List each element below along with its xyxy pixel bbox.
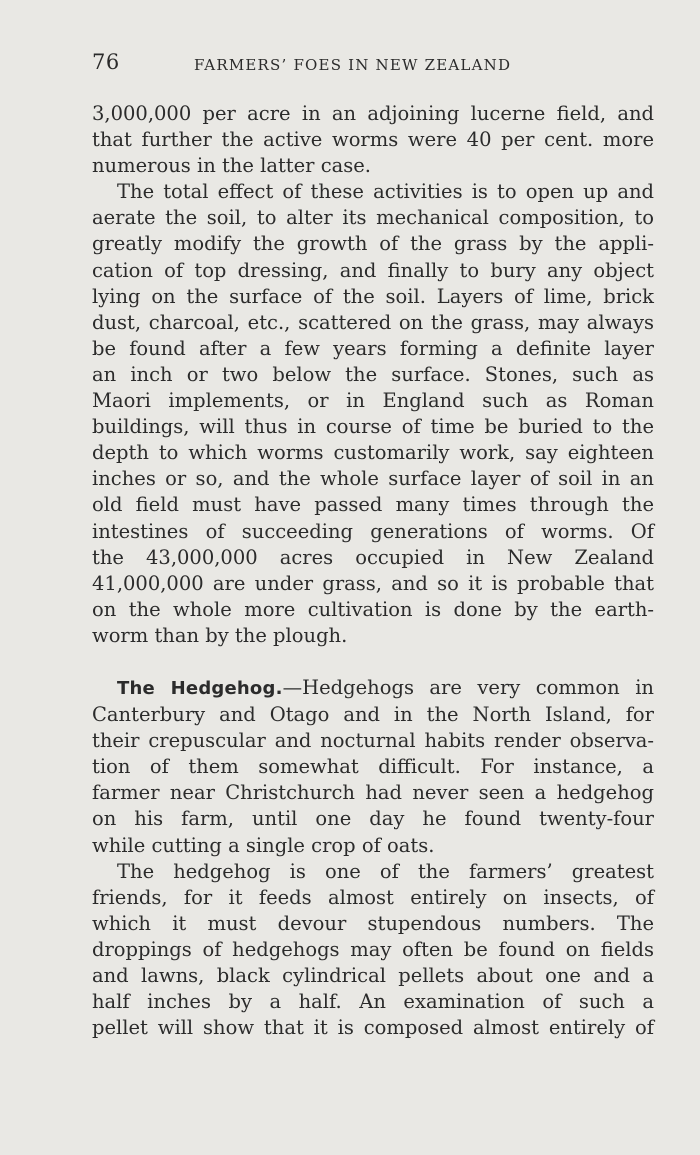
section-gap [92,649,654,675]
text-line: on his farm, until one day he found twenty-four [92,807,654,831]
text-line: the 43,000,000 acres occupied in New Zealand [92,545,654,569]
running-title: FARMERS’ FOES IN NEW ZEALAND [194,56,512,74]
text-line: droppings of hedgehogs may often be found on fields [92,937,654,961]
text-line: dust, charcoal, etc., scattered on the grass, may always [92,310,654,334]
text-line: friends, for it feeds almost entirely on insects, of [92,885,654,909]
text-line: that further the active worms were 40 per cent. more [92,128,654,152]
paragraph-total-effect [92,179,654,649]
text-line: buildings, will thus in course of time be buried to the [92,415,654,439]
text-line: which it must devour stupendous numbers. The [92,911,654,935]
text-line: aerate the soil, to alter its mechanical composition, to [92,206,654,230]
text-line: farmer near Christchurch had never seen a hedgehog [92,781,654,805]
text-line: an inch or two below the surface. Stones, such as [92,362,654,386]
text-line: Canterbury and Otago and in the North Island, for [92,703,654,727]
text-line: The hedgehog is one of the farmers’ greatest [117,859,654,883]
text-line: depth to which worms customarily work, say eighteen [92,441,654,465]
text-line: cation of top dressing, and finally to bury any object [92,258,654,282]
text-line: intestines of succeeding generations of worms. Of [92,519,654,543]
text-line: tion of them somewhat difficult. For instance, a [92,755,654,779]
text-line: Maori implements, or in England such as Roman [92,389,654,413]
heading-continuation: —Hedgehogs are very common in [282,675,654,699]
body-text [92,101,654,1041]
text-line: inches or so, and the whole surface layer of soil in an [92,467,654,491]
text-line: be found after a few years forming a definite layer [92,336,654,360]
text-line: numerous in the latter case. [92,154,371,178]
text-line: The total effect of these activities is to open up and [117,180,654,204]
running-head [92,50,652,80]
paragraph-continuation [92,101,654,179]
text-line: 41,000,000 are under grass, and so it is probable that [92,571,654,595]
text-line: pellet will show that it is composed almost entirely of [92,1016,654,1040]
text-line: half inches by a half. An examination of such a [92,990,654,1014]
paragraph-hedgehog-intro [92,675,654,859]
section-heading: The Hedgehog. [117,677,283,699]
text-line: old field must have passed many times through the [92,493,654,517]
text-line: and lawns, black cylindrical pellets about one and a [92,964,654,987]
page-number: 76 [92,50,120,74]
text-line: on the whole more cultivation is done by the earth- [92,597,654,621]
text-line: lying on the surface of the soil. Layers of lime, brick [92,284,654,308]
text-line: greatly modify the growth of the grass by the appli- [92,232,654,256]
text-line: their crepuscular and nocturnal habits render observa- [92,729,654,753]
text-line: while cutting a single crop of oats. [92,833,435,857]
text-line [92,675,654,702]
text-line: 3,000,000 per acre in an adjoining lucerne field, and [92,102,654,125]
text-line: worm than by the plough. [92,623,348,647]
paragraph-hedgehog-friend [92,859,654,1042]
